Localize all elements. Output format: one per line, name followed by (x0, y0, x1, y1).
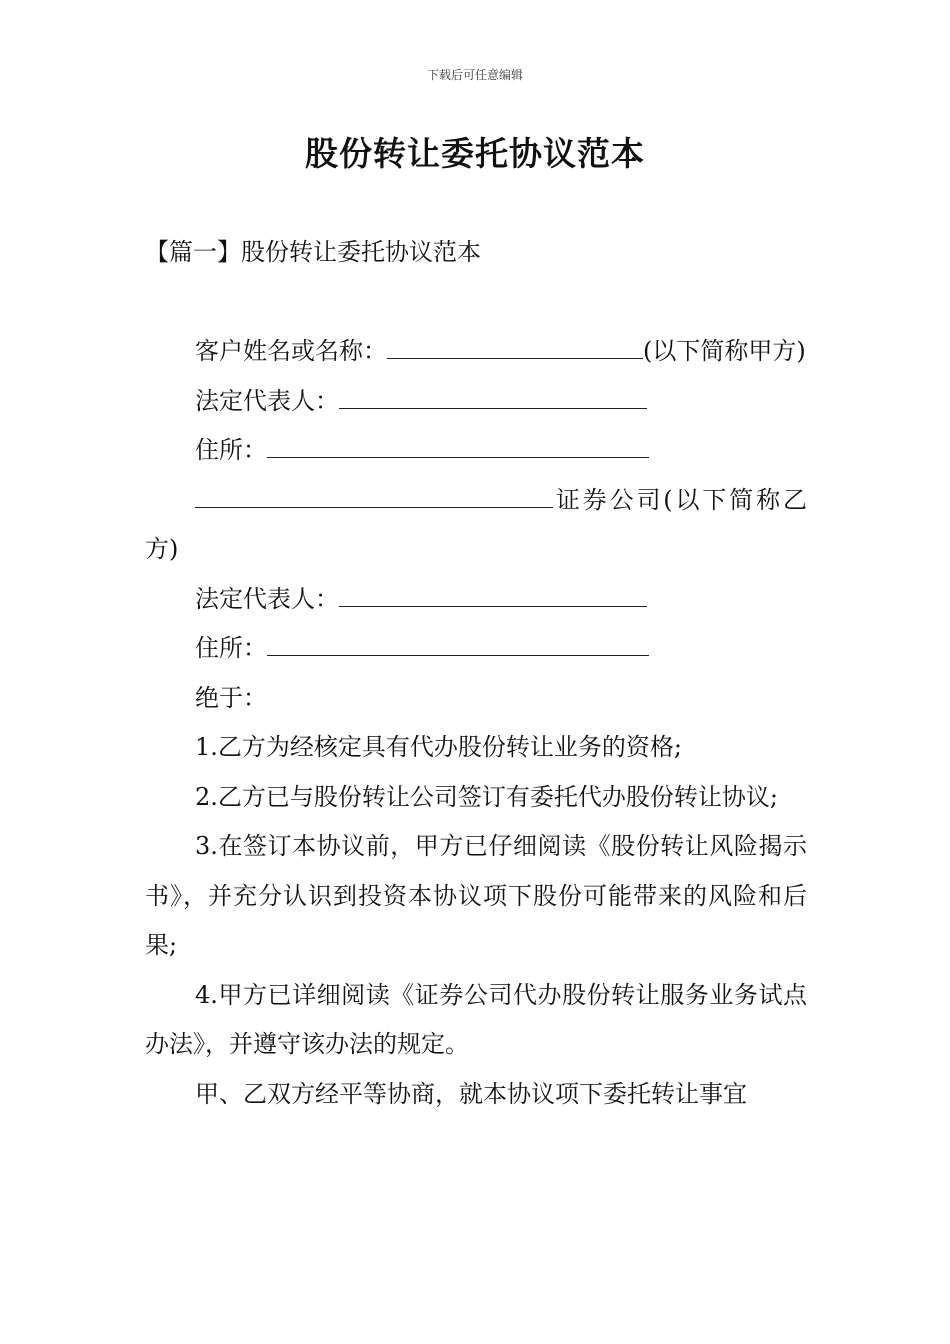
clause-2: 2.乙方已与股份转让公司签订有委托代办股份转让协议; (195, 782, 778, 811)
party-b-rep-line (145, 575, 807, 625)
clause-1: 1.乙方为经核定具有代办股份转让业务的资格; (195, 733, 682, 761)
party-a-name-blank (387, 328, 643, 359)
party-b-name-blank (195, 477, 553, 508)
clause-4: 4.甲方已详细阅读《证券公司代办股份转让服务业务试点办法》，并遵守该办法的规定。 (145, 980, 807, 1058)
document-body (145, 327, 807, 1119)
party-a-name-label: 客户姓名或名称： (195, 337, 387, 365)
section-heading: 【篇一】股份转让委托协议范本 (145, 238, 481, 266)
party-a-rep-line (145, 377, 807, 427)
party-a-address-blank (267, 427, 649, 458)
party-b-name-suffix: 证券公司(以下简称乙方) (145, 485, 807, 563)
document-title: 股份转让委托协议范本 (305, 134, 645, 173)
header-note: 下载后可任意编辑 (426, 68, 523, 82)
closing-line: 甲、乙双方经平等协商，就本协议项下委托转让事宜 (195, 1079, 747, 1108)
party-a-address-line (145, 426, 807, 476)
party-a-rep-label: 法定代表人： (195, 386, 339, 415)
party-a-rep-blank (339, 378, 647, 409)
clause-3: 3.在签订本协议前，甲方已仔细阅读《股份转让风险揭示书》，并充分认识到投资本协议项下股份可能带来的风险和后果; (145, 832, 807, 959)
party-b-address-line (145, 624, 807, 674)
party-b-address-blank (267, 625, 649, 656)
party-a-name-line (145, 327, 807, 377)
party-b-rep-label: 法定代表人： (195, 584, 339, 613)
whereas-line: 绝于： (195, 683, 267, 712)
party-a-address-label: 住所： (195, 436, 267, 464)
party-a-name-suffix: (以下简称甲方) (643, 337, 806, 365)
party-b-rep-blank (339, 576, 647, 607)
party-b-name-line (145, 476, 807, 575)
party-b-address-label: 住所： (195, 634, 267, 662)
